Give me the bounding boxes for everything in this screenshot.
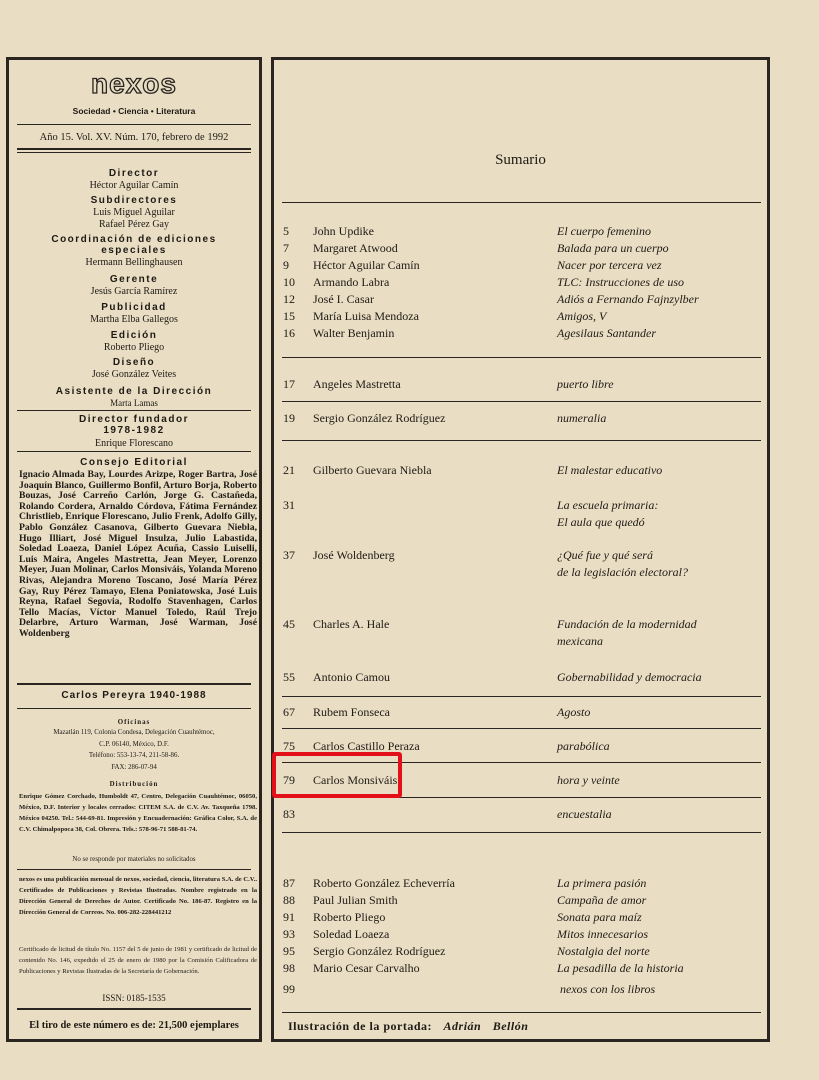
divider — [17, 683, 251, 685]
oficinas-line: Teléfono: 553-13-74, 211-58-86. — [88, 752, 180, 759]
author: Charles A. Hale — [313, 617, 390, 631]
staff-role: Diseño — [112, 357, 156, 368]
staff-name: Luis Miguel Aguilar — [93, 207, 175, 218]
toc-entry[interactable] — [274, 910, 767, 928]
toc-entry[interactable] — [274, 498, 767, 529]
staff-role: Edición — [110, 330, 158, 341]
author: José I. Casar — [313, 292, 374, 306]
consejo-members: Ignacio Almada Bay, Lourdes Arizpe, Roger Bartra, José Joaquín Blanco, Guillermo Bonfil, Arturo Borja, Roberto Bouzas, José Carreño Carlón, Jorge G. Castañeda, Rolando Cordera, Arnaldo Córdova, Fátima Fernández Christlieb, Enrique Florescano, Julio Frenk, Adolfo Gilly, Pablo González Casanova, Gilberto Guevara Niebla, Hugo Illiart, José Miguel Insulza, Julio Labastida, Soledad Loaeza, Daniel López Acuña, Cassio Luiselli, Luis Maira, Angeles Mastretta, Jean Meyer, Lorenzo Meyer, Juan Molinar, Carlos Monsiváis, Yolanda Moreno Rivas, Alejandra Moreno Toscano, José María Pérez Gay, Ruy Pérez Tamayo, Elena Poniatowska, José Luis Reyna, Rafael Segovia, Rodolfo Stavenhagen, Carlos Tello Macías, Víctor Manuel Toledo, Raúl Trejo Delarbre, Arturo Warman, José Warman, José Woldenberg — [19, 469, 257, 639]
divider — [17, 1008, 251, 1010]
founder-years: 1978-1982 — [103, 425, 165, 436]
issue-line: Año 15. Vol. XV. Núm. 170, febrero de 1992 — [39, 132, 229, 143]
author: Héctor Aguilar Camín — [313, 258, 420, 272]
staff-role: Subdirectores — [90, 195, 178, 206]
divider — [17, 869, 251, 870]
divider — [282, 440, 761, 441]
divider — [17, 152, 251, 153]
article-title: Agosto — [557, 705, 591, 719]
article-title-line2: El aula que quedó — [557, 515, 645, 529]
section-title: nexos con los libros — [560, 982, 656, 996]
article-title: Adiós a Fernando Fajnzylber — [557, 292, 699, 306]
staff-role: Publicidad — [101, 302, 167, 313]
article-title: Nostalgia del norte — [557, 944, 650, 958]
divider — [282, 202, 761, 203]
toc-entry[interactable] — [274, 292, 767, 310]
distribucion-title: Distribución — [109, 781, 159, 788]
article-title-line2: de la legislación electoral? — [557, 565, 688, 579]
toc-entry[interactable] — [274, 377, 767, 395]
page-number: 17 — [283, 377, 295, 391]
staff-name: Rafael Pérez Gay — [99, 219, 169, 230]
oficinas-line: C.P. 06140, México, D.F. — [99, 741, 169, 748]
page-number: 16 — [283, 326, 295, 340]
staff-role: Director — [108, 168, 160, 179]
page-number: 83 — [283, 807, 295, 821]
toc-entry[interactable] — [274, 893, 767, 911]
toc-entry[interactable] — [274, 224, 767, 242]
toc-entry[interactable] — [274, 705, 767, 723]
cover-credit-label: Ilustración de la portada: — [288, 1019, 433, 1033]
article-title: Fundación de la modernidad — [557, 617, 697, 631]
staff-name: José González Veites — [91, 369, 177, 380]
page-number: 7 — [283, 241, 289, 255]
legal-notice: nexos es una publicación mensual de nexos, sociedad, ciencia, literatura S.A. de C.V.. Certificados de Publicaciones y Revistas Ilustradas. Nombre registrado en la Dirección General de Derechos de Autor. Certificado No. 186-87. Registro en la Dirección General de Correos. No. 006-282-228441212 — [19, 876, 257, 916]
page-number: 10 — [283, 275, 295, 289]
toc-entry[interactable] — [274, 961, 767, 979]
page-number: 95 — [283, 944, 295, 958]
author: Antonio Camou — [313, 670, 390, 684]
page-number: 5 — [283, 224, 289, 238]
author: Armando Labra — [313, 275, 390, 289]
toc-entry[interactable] — [274, 807, 767, 825]
toc-entry[interactable] — [274, 876, 767, 894]
section-title: encuestalia — [557, 807, 612, 821]
nexos-logo: nexos — [91, 68, 177, 99]
article-title: La pesadilla de la historia — [557, 961, 684, 975]
staff-name: Hermann Bellinghausen — [85, 257, 183, 268]
article-title: El cuerpo femenino — [557, 224, 651, 238]
author: Sergio González Rodríguez — [313, 411, 446, 425]
toc-entry[interactable] — [274, 927, 767, 945]
article-title: Agesilaus Santander — [557, 326, 656, 340]
toc-entry[interactable] — [274, 982, 767, 1000]
toc-entry[interactable] — [274, 944, 767, 962]
staff-name: Roberto Pliego — [103, 342, 165, 353]
founder-role: Director fundador — [79, 414, 189, 425]
divider — [17, 410, 251, 411]
divider — [17, 124, 251, 125]
page-number: 31 — [283, 498, 295, 512]
divider — [17, 451, 251, 452]
article-title: TLC: Instrucciones de uso — [557, 275, 684, 289]
divider — [282, 357, 761, 358]
article-title: Gobernabilidad y democracia — [557, 670, 702, 684]
article-title: Campaña de amor — [557, 893, 647, 907]
toc-entry[interactable] — [274, 411, 767, 429]
author: Margaret Atwood — [313, 241, 398, 255]
author: Soledad Loaeza — [313, 927, 390, 941]
page-number: 12 — [283, 292, 295, 306]
divider — [282, 832, 761, 833]
author: John Updike — [313, 224, 374, 238]
article-title: El malestar educativo — [557, 463, 663, 477]
page-number: 15 — [283, 309, 295, 323]
page-number: 93 — [283, 927, 295, 941]
page-number: 98 — [283, 961, 295, 975]
staff-role: Coordinación de ediciones especiales — [51, 234, 217, 256]
divider — [282, 401, 761, 402]
licitud-notice: Certificado de licitud de título No. 1157 del 5 de junio de 1981 y certificado de licitud de contenido No. 146, expedido el 25 de enero de 1980 por la Comisión Calificadora de Publicaciones y Revistas Ilustradas de la Secretaría de Gobernación. — [19, 946, 257, 975]
toc-entry[interactable] — [274, 275, 767, 293]
page-number: 67 — [283, 705, 295, 719]
author: José Woldenberg — [313, 548, 395, 562]
page-number: 9 — [283, 258, 289, 272]
author: Sergio González Rodríguez — [313, 944, 446, 958]
page-number: 87 — [283, 876, 295, 890]
disclaimer: No se responde por materiales no solicitados — [72, 856, 196, 863]
author: Carlos Castillo Peraza — [313, 739, 420, 753]
author: Gilberto Guevara Niebla — [313, 463, 432, 477]
page-number: 75 — [283, 739, 295, 753]
toc-entry[interactable] — [274, 548, 767, 579]
section-title: numeralia — [557, 411, 607, 425]
toc-entry[interactable] — [274, 670, 767, 688]
masthead-column — [6, 57, 262, 1042]
toc-entry[interactable] — [274, 463, 767, 481]
author: Paul Julian Smith — [313, 893, 398, 907]
consejo-title: Consejo Editorial — [80, 457, 188, 468]
page-number: 55 — [283, 670, 295, 684]
toc-entry[interactable] — [274, 258, 767, 276]
article-title: ¿Qué fue y qué será — [557, 548, 653, 562]
staff-name: Jesús García Ramírez — [90, 286, 178, 297]
divider — [282, 728, 761, 729]
page-number: 45 — [283, 617, 295, 631]
article-title: La primera pasión — [557, 876, 647, 890]
toc-entry[interactable] — [274, 241, 767, 259]
author: Mario Cesar Carvalho — [313, 961, 420, 975]
highlight-box — [272, 752, 402, 798]
sumario-column — [271, 57, 770, 1042]
divider — [282, 1012, 761, 1013]
memorial-line: Carlos Pereyra 1940-1988 — [61, 690, 207, 701]
divider — [282, 696, 761, 697]
oficinas-title: Oficinas — [117, 719, 151, 726]
staff-name: Héctor Aguilar Camín — [89, 180, 179, 191]
author: Carlos Monsiváis — [313, 773, 398, 787]
article-title: Mitos innecesarios — [557, 927, 648, 941]
toc-entry[interactable] — [274, 617, 767, 648]
author: Angeles Mastretta — [313, 377, 401, 391]
article-title: Nacer por tercera vez — [557, 258, 662, 272]
staff-role: Gerente — [109, 274, 159, 285]
staff-role: Asistente de la Dirección — [55, 386, 213, 397]
distribucion-text: Enrique Gómez Corchado, Humboldt 47, Centro, Delegación Cuauhtémoc, 06050, México, D.F. Interior y locales cerrados: CITEM S.A. de C.V. Av. Taxqueña 1798. México 04250. Tel.: 544-69-81. Impresión y Encuadernación: Gráfica Color, S.A. de C.V. Chimalpopoca 38, Col. Obrera. Tels.: 578-96-71 588-81-74. — [19, 793, 257, 833]
author: Walter Benjamin — [313, 326, 395, 340]
oficinas-line: Mazatlán 119, Colonia Condesa, Delegación Cuauhtémoc, — [53, 729, 215, 736]
article-title-line2: mexicana — [557, 634, 603, 648]
tagline: Sociedad • Ciencia • Literatura — [72, 106, 196, 116]
staff-name: Martha Elba Gallegos — [90, 314, 178, 325]
page-number: 21 — [283, 463, 295, 477]
page-number: 37 — [283, 548, 295, 562]
author: María Luisa Mendoza — [313, 309, 419, 323]
page-number: 88 — [283, 893, 295, 907]
page-number: 91 — [283, 910, 295, 924]
divider — [17, 708, 251, 709]
founder-name: Enrique Florescano — [94, 438, 174, 449]
article-title: Sonata para maíz — [557, 910, 642, 924]
toc-entry[interactable] — [274, 326, 767, 344]
author: Roberto Pliego — [313, 910, 386, 924]
cover-credit — [288, 1019, 528, 1034]
article-title: Balada para un cuerpo — [557, 241, 669, 255]
staff-name: Marta Lamas — [110, 398, 158, 408]
issn: ISSN: 0185-1535 — [102, 993, 166, 1003]
oficinas-line: FAX: 286-07-94 — [111, 764, 157, 771]
section-title: puerto libre — [557, 377, 614, 391]
section-title: parabólica — [557, 739, 610, 753]
toc-entry[interactable] — [274, 309, 767, 327]
author: Rubem Fonseca — [313, 705, 390, 719]
circulation-line: El tiro de este número es de: 21,500 ejemplares — [29, 1020, 239, 1031]
page-number: 99 — [283, 982, 295, 996]
sumario-heading: Sumario — [495, 152, 546, 168]
divider — [17, 148, 251, 150]
page-number: 79 — [283, 773, 295, 787]
article-title: Amigos, V — [557, 309, 607, 323]
cover-artist: Adrián Bellón — [443, 1019, 529, 1033]
section-title: hora y veinte — [557, 773, 620, 787]
article-title: La escuela primaria: — [557, 498, 659, 512]
page-number: 19 — [283, 411, 295, 425]
author: Roberto González Echeverría — [313, 876, 455, 890]
